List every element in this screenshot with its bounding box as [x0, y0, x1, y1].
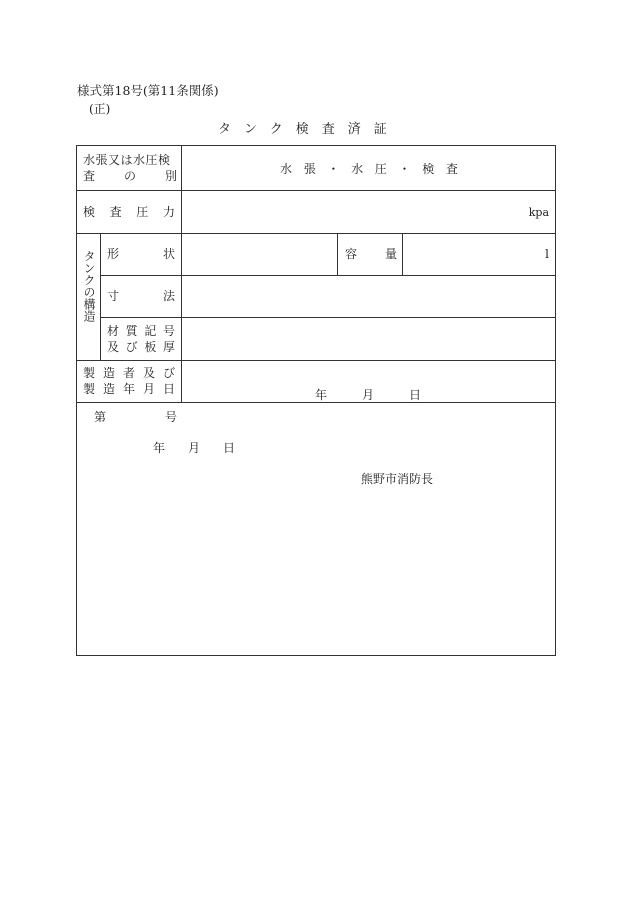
label-char: び	[162, 366, 175, 380]
label-char: 量	[384, 247, 397, 261]
label-char: 年	[122, 382, 135, 396]
column-divider	[181, 146, 182, 402]
label-char: 容	[345, 247, 358, 261]
label-char: 者	[122, 366, 135, 380]
label-char: 月	[142, 382, 155, 396]
pressure-unit: kpa	[528, 206, 549, 219]
material-label-line1	[107, 325, 175, 337]
shape-label	[107, 248, 175, 260]
row-divider	[77, 402, 555, 403]
certificate-number-prefix: 第	[94, 410, 107, 424]
label-char: 造	[102, 382, 115, 396]
label-char: 記	[144, 324, 157, 338]
label-char: 材	[107, 324, 120, 338]
label-char: 法	[162, 289, 175, 303]
label-char: の	[123, 169, 136, 183]
column-divider	[337, 233, 338, 275]
pressure-label	[83, 206, 175, 218]
dimensions-label	[107, 290, 175, 302]
label-char: 号	[162, 324, 175, 338]
value-char: 水	[280, 162, 293, 176]
label-char: 質	[125, 324, 138, 338]
value-char: 査	[445, 162, 458, 176]
inspection-type-label-line2	[83, 170, 177, 182]
capacity-label	[345, 248, 397, 260]
label-char: 査	[83, 169, 96, 183]
column-divider	[100, 233, 101, 360]
certificate-number-suffix: 号	[165, 410, 178, 424]
row-divider	[77, 360, 555, 361]
manufacturer-label-line2	[83, 383, 175, 395]
label-char: 圧	[136, 205, 149, 219]
row-divider	[77, 190, 555, 191]
label-char: 状	[162, 247, 175, 261]
material-label-line2	[107, 341, 175, 353]
date-char: 年	[153, 441, 166, 455]
value-char: 水	[351, 162, 364, 176]
date-char: 日	[408, 388, 421, 402]
row-divider	[77, 233, 555, 234]
label-char: 別	[164, 169, 177, 183]
label-char: 形	[107, 247, 120, 261]
date-char: 年	[315, 388, 328, 402]
value-char: ・	[327, 162, 340, 176]
column-divider	[402, 233, 403, 275]
label-char: 板	[144, 340, 157, 354]
label-char: 力	[162, 205, 175, 219]
inspection-type-label-line1: 水張又は水圧検	[83, 153, 171, 167]
value-char: 圧	[374, 162, 387, 176]
value-char: 検	[422, 162, 435, 176]
label-char: 厚	[162, 340, 175, 354]
label-char: 造	[102, 366, 115, 380]
inspection-certificate-form	[76, 145, 556, 656]
date-char: 月	[187, 441, 200, 455]
label-char: 及	[142, 366, 155, 380]
capacity-unit: l	[545, 247, 549, 261]
copy-mark: (正)	[89, 102, 111, 116]
label-char: 検	[83, 205, 96, 219]
label-char: 査	[109, 205, 122, 219]
label-char: 日	[162, 382, 175, 396]
manufacture-date	[315, 389, 421, 401]
issuer: 熊野市消防長	[361, 472, 434, 486]
label-char: 製	[83, 382, 96, 396]
issue-date	[153, 442, 235, 454]
row-divider	[100, 275, 555, 276]
inspection-type-value	[280, 163, 458, 175]
label-char: 寸	[107, 289, 120, 303]
date-char: 日	[222, 441, 235, 455]
document-title: タンク検査済証	[218, 122, 400, 137]
date-char: 月	[361, 388, 374, 402]
label-char: 製	[83, 366, 96, 380]
value-char: ・	[398, 162, 411, 176]
manufacturer-label-line1	[83, 367, 175, 379]
label-char: 及	[107, 340, 120, 354]
value-char: 張	[303, 162, 316, 176]
label-char: び	[125, 340, 138, 354]
form-number: 様式第18号(第11条関係)	[77, 83, 219, 98]
tank-structure-label: タンクの構造	[82, 250, 96, 322]
row-divider	[100, 317, 555, 318]
